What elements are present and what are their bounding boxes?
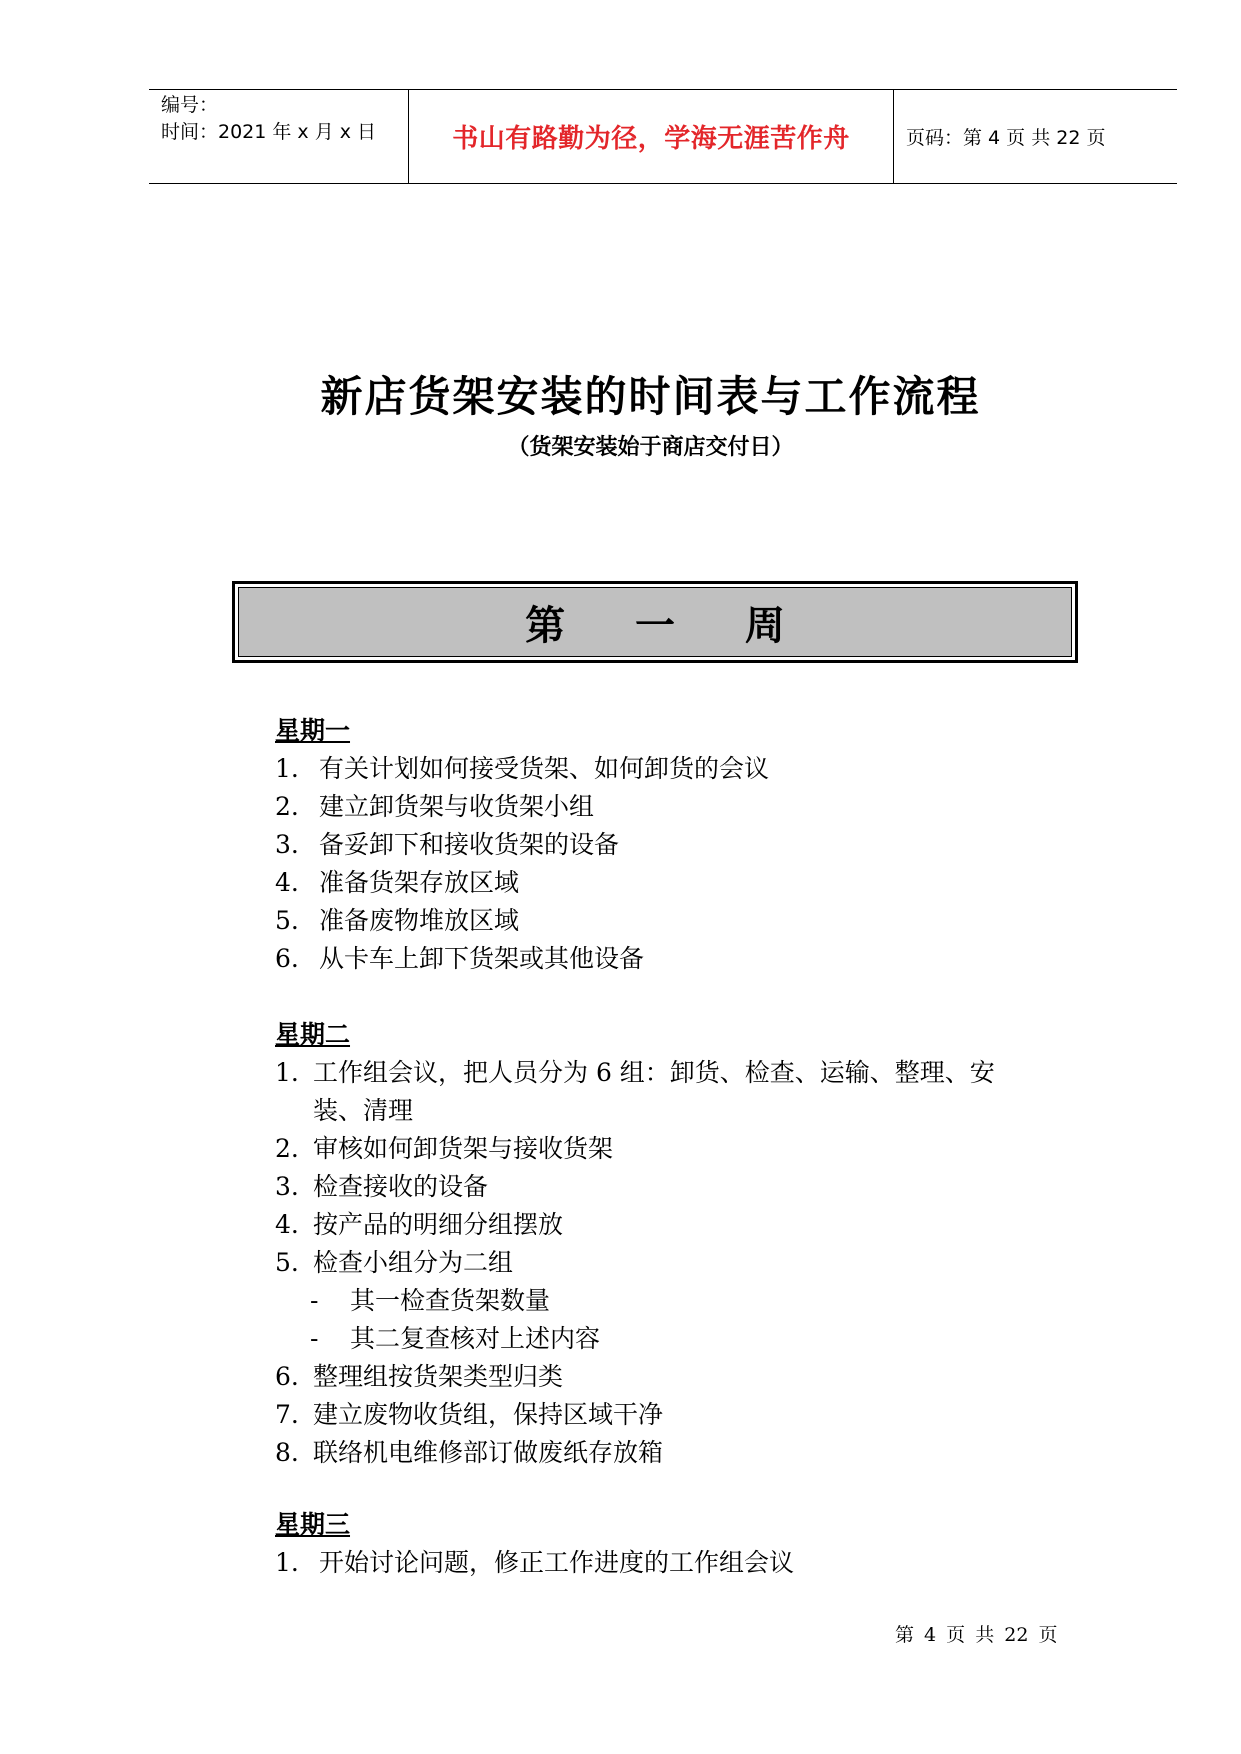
list-item: 5. 检查小组分为二组 [275, 1248, 514, 1277]
list-item: 1. 有关计划如何接受货架、如何卸货的会议 [275, 754, 770, 783]
list-item: 7. 建立废物收货组，保持区域干净 [275, 1400, 664, 1429]
monday-section [275, 712, 769, 978]
tuesday-section [275, 1016, 995, 1472]
sub-list-item: - 其一检查货架数量 [310, 1286, 551, 1315]
list-item: 3. 检查接收的设备 [275, 1172, 489, 1201]
header-page-info: 页码：第 4 页 共 22 页 [906, 127, 1106, 149]
header-time-label: 时间：2021 年 x 月 x 日 [161, 121, 377, 143]
wednesday-section [275, 1506, 794, 1582]
wednesday-title: 星期三 [275, 1510, 351, 1539]
list-item: 4. 准备货架存放区域 [275, 868, 520, 897]
list-item: 1. 开始讨论问题，修正工作进度的工作组会议 [275, 1548, 795, 1577]
list-item: 6. 整理组按货架类型归类 [275, 1362, 564, 1391]
header-number-label: 编号： [161, 94, 219, 116]
document-title: 新店货架安装的时间表与工作流程 [320, 372, 981, 421]
page-header [149, 89, 1177, 184]
sub-list-item: - 其二复查核对上述内容 [310, 1324, 601, 1353]
week-banner [232, 581, 1078, 663]
list-item: 4. 按产品的明细分组摆放 [275, 1210, 564, 1239]
tuesday-title: 星期二 [275, 1020, 351, 1049]
list-item: 3. 备妥卸下和接收货架的设备 [275, 830, 620, 859]
monday-title: 星期一 [275, 716, 351, 745]
page-footer: 第 4 页 共 22 页 [895, 1624, 1058, 1646]
week-label: 第 一 周 [238, 587, 1072, 657]
header-meta [149, 90, 409, 183]
list-item: 6. 从卡车上卸下货架或其他设备 [275, 944, 645, 973]
list-item: 5. 准备废物堆放区域 [275, 906, 520, 935]
list-item-continuation: 装、清理 [313, 1096, 414, 1125]
list-item: 8. 联络机电维修部订做废纸存放箱 [275, 1438, 664, 1467]
list-item: 1. 工作组会议，把人员分为 6 组：卸货、检查、运输、整理、安 [275, 1058, 995, 1087]
header-motto: 书山有路勤为径，学海无涯苦作舟 [409, 90, 894, 183]
list-item: 2. 建立卸货架与收货架小组 [275, 792, 595, 821]
list-item: 2. 审核如何卸货架与接收货架 [275, 1134, 614, 1163]
document-subtitle: （货架安装始于商店交付日） [507, 434, 794, 460]
